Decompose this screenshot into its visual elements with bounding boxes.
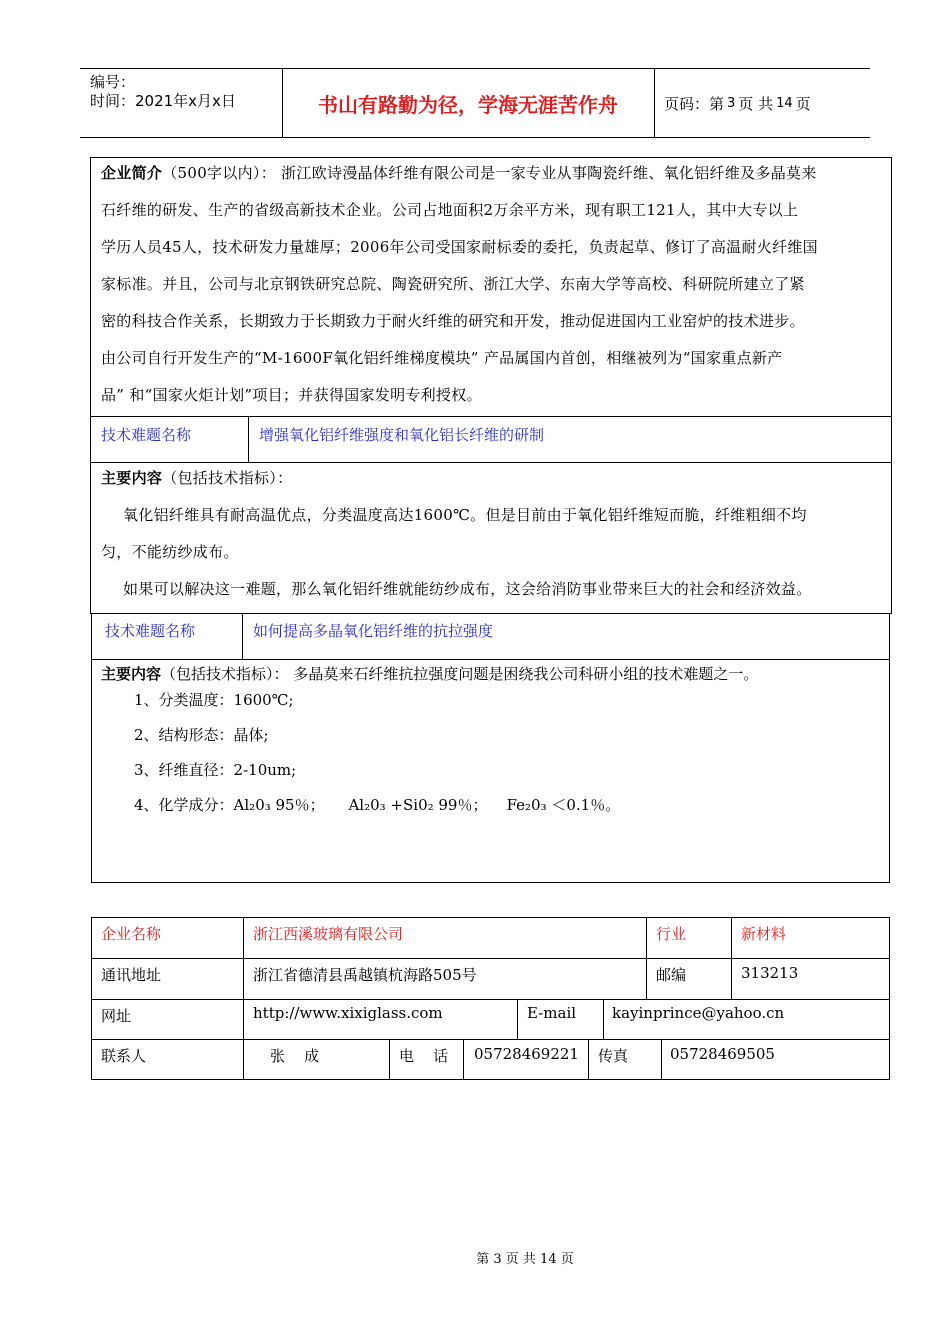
intro-line: 密的科技合作关系，长期致力于长期致力于耐火纤维的研究和开发，推动促进国内工业窑炉的技术进步。 (101, 312, 805, 330)
address-value: 浙江省德清县禹越镇杭海路505号 (253, 966, 477, 984)
column-divider (248, 416, 249, 462)
problem1-name-value: 增强氧化铝纤维强度和氧化铝长纤维的研制 (259, 426, 545, 444)
email-label: E-mail (527, 1004, 577, 1022)
contact-value: 张 成 (270, 1047, 320, 1065)
page-footer: 第 3 页 共 14 页 (476, 1252, 574, 1267)
website-label: 网址 (101, 1007, 132, 1025)
website-value[interactable]: http://www.xixiglass.com (253, 1004, 443, 1022)
problem1-content (101, 460, 886, 608)
problem2-name-label: 技术难题名称 (105, 622, 196, 640)
row-divider (91, 958, 890, 959)
intro-line: 企业简介（500字以内）： 浙江欧诗漫晶体纤维有限公司是一家专业从事陶瓷纤维、氧化铝纤维及多晶莫来 (101, 164, 817, 182)
intro-line: 品” 和“国家火炬计划”项目；并获得国家发明专利授权。 (101, 386, 482, 404)
problem2-content-label: 主要内容 (101, 665, 162, 683)
content-line: 匀，不能纺纱成布。 (101, 543, 239, 561)
header-motto: 书山有路勤为径，学海无涯苦作舟 (318, 92, 618, 117)
phone-label: 电 话 (399, 1047, 449, 1065)
row-divider (91, 659, 890, 660)
phone-value: 05728469221 (474, 1045, 579, 1063)
content-heading: 主要内容（包括技术指标）： (101, 469, 293, 487)
content-line: 氧化铝纤维具有耐高温优点，分类温度高达1600℃。但是目前由于氧化铝纤维短而脆，纤维粗细不均 (123, 506, 807, 524)
header-page-number: 页码：第 3 页 共 14 页 (664, 94, 811, 113)
problem2-content (101, 665, 886, 823)
column-divider (517, 999, 518, 1039)
company-name-value: 浙江西溪玻璃有限公司 (253, 925, 404, 943)
postcode-value: 313213 (741, 964, 799, 982)
column-divider (243, 917, 244, 999)
problem1-content-label: 主要内容 (101, 469, 163, 487)
header-divider (654, 69, 655, 137)
row-divider (91, 1039, 890, 1040)
column-divider (603, 999, 604, 1039)
page-header (80, 68, 870, 138)
fax-value: 05728469505 (670, 1045, 775, 1063)
column-divider (646, 917, 647, 999)
intro-line: 学历人员45人，技术研发力量雄厚；2006年公司受国家耐标委的委托，负责起草、修订了高温耐火纤维国 (101, 238, 818, 256)
spec-item: 4、化学成分：Al₂0₃ 95％； Al₂0₃ +Si0₂ 99％； Fe₂0₃ ＜0.1％。 (134, 796, 621, 814)
company-name-label: 企业名称 (101, 925, 162, 943)
column-divider (731, 917, 732, 999)
intro-line: 家标准。并且，公司与北京钢铁研究总院、陶瓷研究所、浙江大学、东南大学等高校、科研院所建立了紧 (101, 275, 805, 293)
column-divider (661, 1039, 662, 1080)
email-value[interactable]: kayinprince@yahoo.cn (612, 1004, 785, 1022)
column-divider (463, 1039, 464, 1080)
intro-line: 石纤维的研发、生产的省级高新技术企业。公司占地面积2万余平方米，现有职工121人，其中大专以上 (101, 201, 799, 219)
spec-item: 1、分类温度：1600℃; (134, 691, 294, 709)
address-label: 通讯地址 (101, 966, 162, 984)
intro-line: 由公司自行开发生产的“M-1600F氧化铝纤维梯度模块” 产品属国内首创，相继被列为“国家重点新产 (101, 349, 783, 367)
column-divider (588, 1039, 589, 1080)
problem2-name-value: 如何提高多晶氧化铝纤维的抗拉强度 (253, 622, 494, 640)
spec-item: 2、结构形态：晶体; (134, 726, 269, 744)
column-divider (242, 613, 243, 659)
problem1-name-label: 技术难题名称 (101, 426, 192, 444)
document-date: 时间：2021年x月x日 (90, 92, 236, 110)
column-divider (243, 1039, 244, 1080)
intro-label: 企业简介 (101, 164, 163, 182)
column-divider (243, 999, 244, 1039)
header-meta (90, 73, 236, 111)
row-divider (91, 999, 890, 1000)
content-line: 如果可以解决这一难题，那么氧化铝纤维就能纺纱成布，这会给消防事业带来巨大的社会和经济效益。 (123, 580, 812, 598)
contact-label: 联系人 (101, 1047, 147, 1065)
spec-item: 3、纤维直径：2-10um; (134, 761, 297, 779)
company-intro (101, 155, 886, 414)
column-divider (389, 1039, 390, 1080)
industry-value: 新材料 (741, 925, 787, 943)
industry-label: 行业 (656, 925, 687, 943)
document-number: 编号： (90, 73, 136, 91)
row-divider (90, 416, 892, 417)
content-heading: 主要内容（包括技术指标）： 多晶莫来石纤维抗拉强度问题是困绕我公司科研小组的技术难题之一。 (101, 665, 759, 683)
fax-label: 传真 (598, 1047, 629, 1065)
postcode-label: 邮编 (656, 966, 687, 984)
